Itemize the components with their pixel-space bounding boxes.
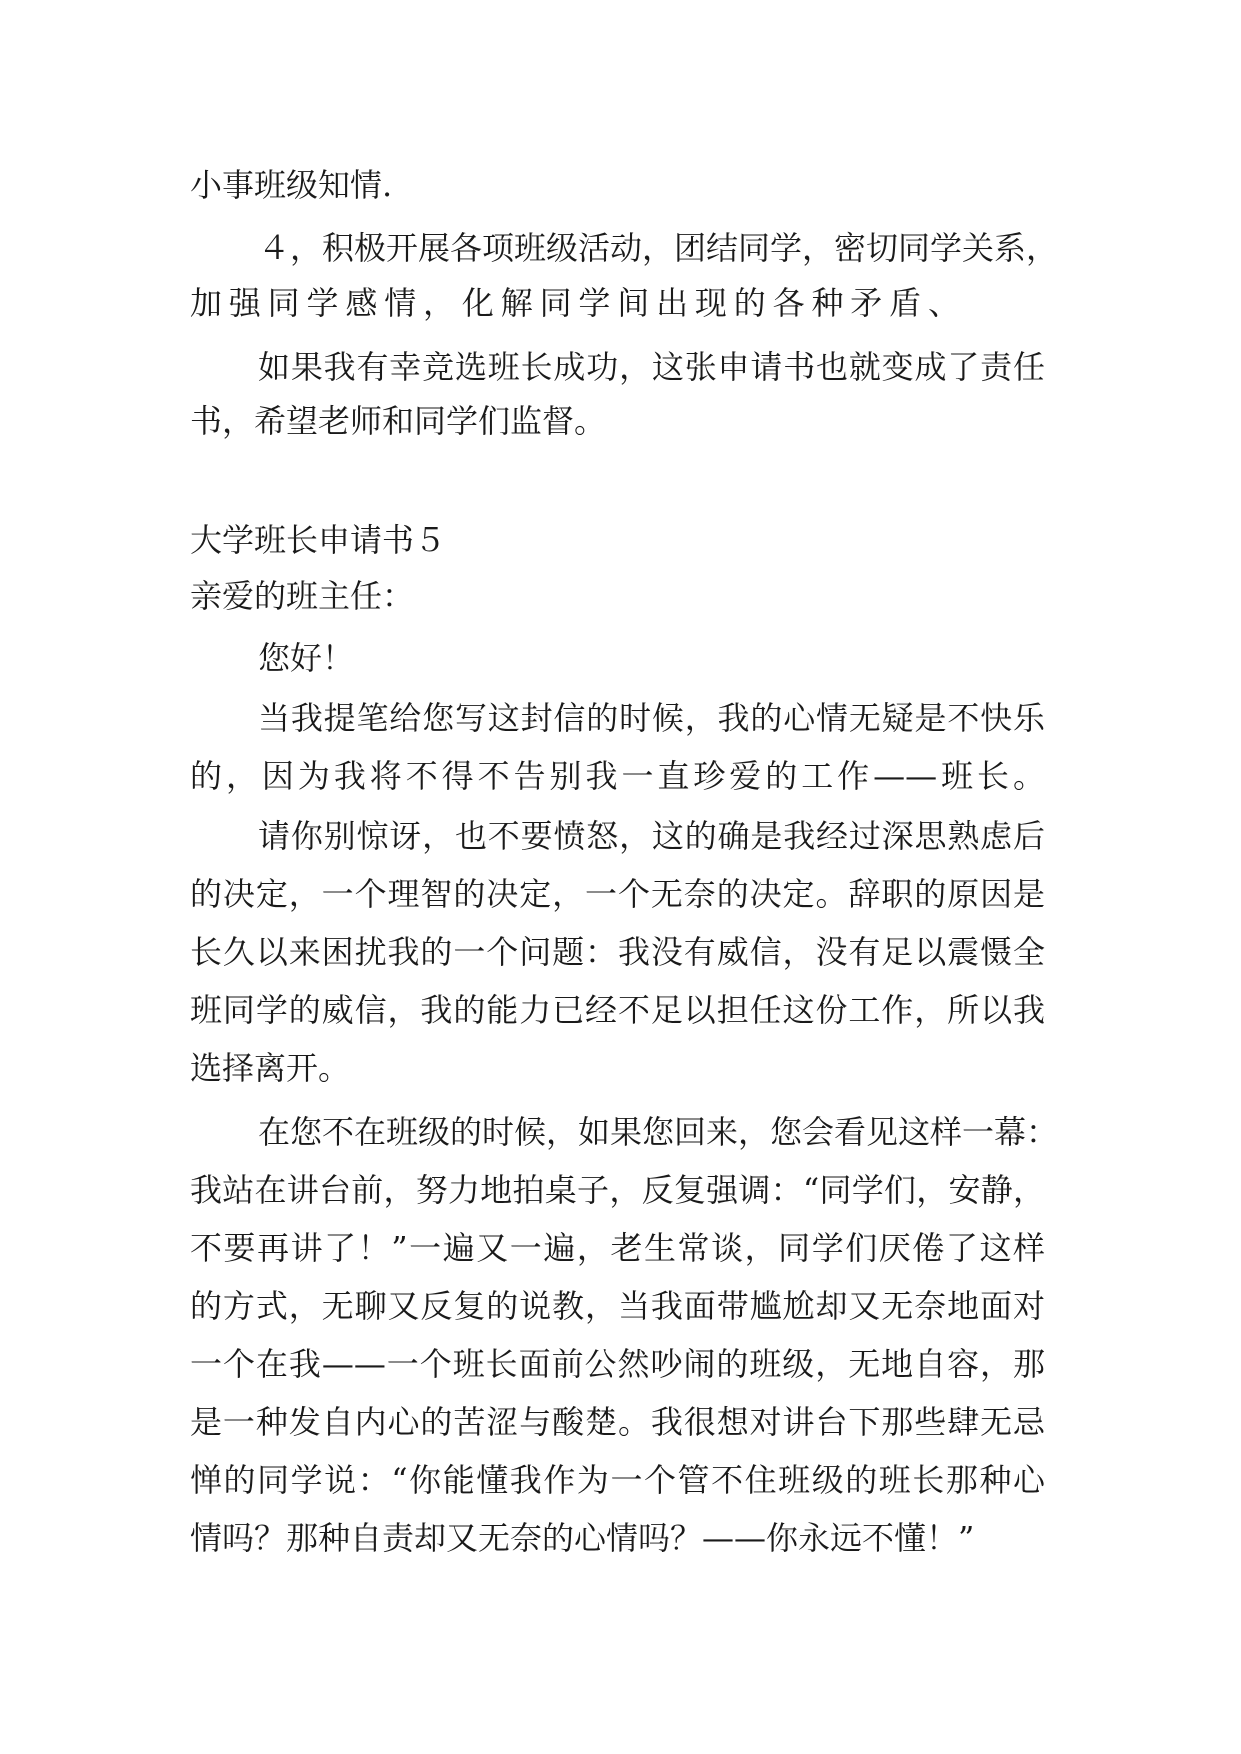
text-line: 加强同学感情，化解同学间出现的各种矛盾、 (190, 284, 960, 322)
text-line: 惮的同学说：“你能懂我作为一个管不住班级的班长那种心 (190, 1461, 1045, 1499)
text-line: 情吗？那种自责却又无奈的心情吗？——你永远不懂！” (190, 1519, 975, 1557)
text-line: 的决定，一个理智的决定，一个无奈的决定。辞职的原因是 (190, 875, 1045, 913)
text-line: 不要再讲了！”一遍又一遍，老生常谈，同学们厌倦了这样 (190, 1229, 1045, 1267)
text-line: 长久以来困扰我的一个问题：我没有威信，没有足以震慑全 (190, 933, 1045, 971)
text-line: 如果我有幸竞选班长成功，这张申请书也就变成了责任 (258, 348, 1045, 386)
text-line: 小事班级知情. (190, 166, 393, 204)
text-line: 是一种发自内心的苦涩与酸楚。我很想对讲台下那些肆无忌 (190, 1403, 1045, 1441)
text-line: 书，希望老师和同学们监督。 (190, 402, 607, 440)
text-line: 的，因为我将不得不告别我一直珍爱的工作——班长。 (190, 757, 1045, 795)
text-line: 我站在讲台前，努力地拍桌子，反复强调：“同学们，安静， (190, 1171, 1045, 1209)
text-line: 的方式，无聊又反复的说教，当我面带尴尬却又无奈地面对 (190, 1287, 1045, 1325)
text-line: 当我提笔给您写这封信的时候，我的心情无疑是不快乐 (258, 699, 1045, 737)
section-title: 大学班长申请书５ (190, 521, 447, 559)
text-line: 在您不在班级的时候，如果您回来，您会看见这样一幕： (258, 1113, 1059, 1151)
text-line: 班同学的威信，我的能力已经不足以担任这份工作，所以我 (190, 991, 1045, 1029)
text-line: 请你别惊讶，也不要愤怒，这的确是我经过深思熟虑后 (258, 817, 1045, 855)
salutation: 亲爱的班主任： (190, 577, 415, 615)
text-line: ４，积极开展各项班级活动，团结同学，密切同学关系， (258, 229, 1059, 267)
greeting: 您好！ (258, 639, 355, 677)
text-line: 选择离开。 (190, 1049, 351, 1087)
text-line: 一个在我——一个班长面前公然吵闹的班级，无地自容，那 (190, 1345, 1045, 1383)
